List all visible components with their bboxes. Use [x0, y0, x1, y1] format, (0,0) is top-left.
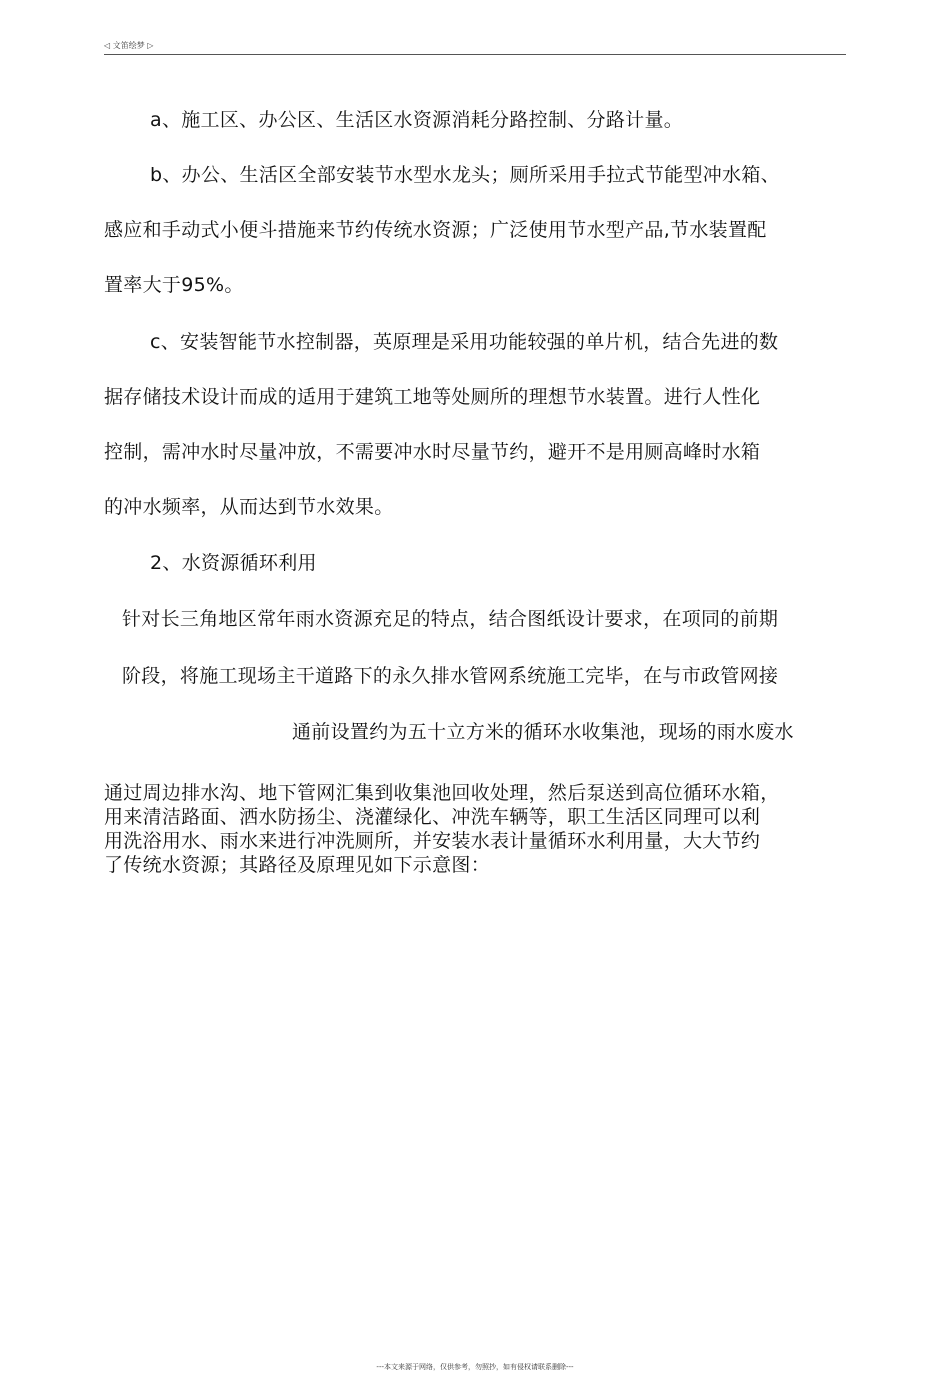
- paragraph-line: a、施工区、办公区、生活区水资源消耗分路控制、分路计量。: [150, 109, 684, 131]
- left-triangle-icon: ◁: [104, 41, 111, 50]
- dense-paragraph: [104, 781, 848, 877]
- paragraph-line: 针对长三角地区常年雨水资源充足的特点，结合图纸设计要求，在项同的前期: [122, 608, 779, 630]
- paragraph-line: 通过周边排水沟、地下管网汇集到收集池回收处理，然后泵送到高位循环水箱，: [104, 782, 780, 804]
- header-title: 文笛绘梦: [112, 41, 145, 50]
- paragraph-line: 阶段，将施工现场主干道路下的永久排水管网系统施工完毕，在与市政管网接: [122, 665, 779, 687]
- paragraph-line: 的冲水频率，从而达到节水效果。: [104, 496, 394, 518]
- section-heading: 2、水资源循环利用: [150, 552, 317, 574]
- paragraph-line: 用来清洁路面、洒水防扬尘、浇灌绿化、冲洗车辆等，职工生活区同理可以利: [104, 806, 761, 828]
- paragraph-line: 据存储技术设计而成的适用于建筑工地等处厕所的理想节水装置。进行人性化: [104, 386, 761, 408]
- paragraph-line: 感应和手动式小便斗措施来节约传统水资源；广泛使用节水型产品,节水装置配: [104, 219, 767, 241]
- right-triangle-icon: ▷: [147, 41, 154, 50]
- page-footer: ---本文来源于网络，仅供参考，勿照抄，如有侵权请联系删除---: [376, 1363, 574, 1371]
- paragraph-line: 用洗浴用水、雨水来进行冲洗厕所，并安装水表计量循环水利用量，大大节约: [104, 830, 761, 852]
- paragraph-line: 置率大于95%。: [104, 274, 244, 296]
- page-header: [104, 40, 846, 55]
- paragraph-line: 了传统水资源；其路径及原理见如下示意图：: [104, 854, 491, 876]
- paragraph-line: c、安装智能节水控制器，英原理是采用功能较强的单片机，结合先进的数: [150, 331, 779, 353]
- paragraph-line: b、办公、生活区全部安装节水型水龙头；厕所采用手拉式节能型冲水箱、: [150, 164, 780, 186]
- paragraph-line: 通前设置约为五十立方米的循环水收集池，现场的雨水废水: [292, 721, 794, 743]
- paragraph-line: 控制，需冲水时尽量冲放，不需要冲水时尽量节约，避开不是用厕高峰时水箱: [104, 441, 761, 463]
